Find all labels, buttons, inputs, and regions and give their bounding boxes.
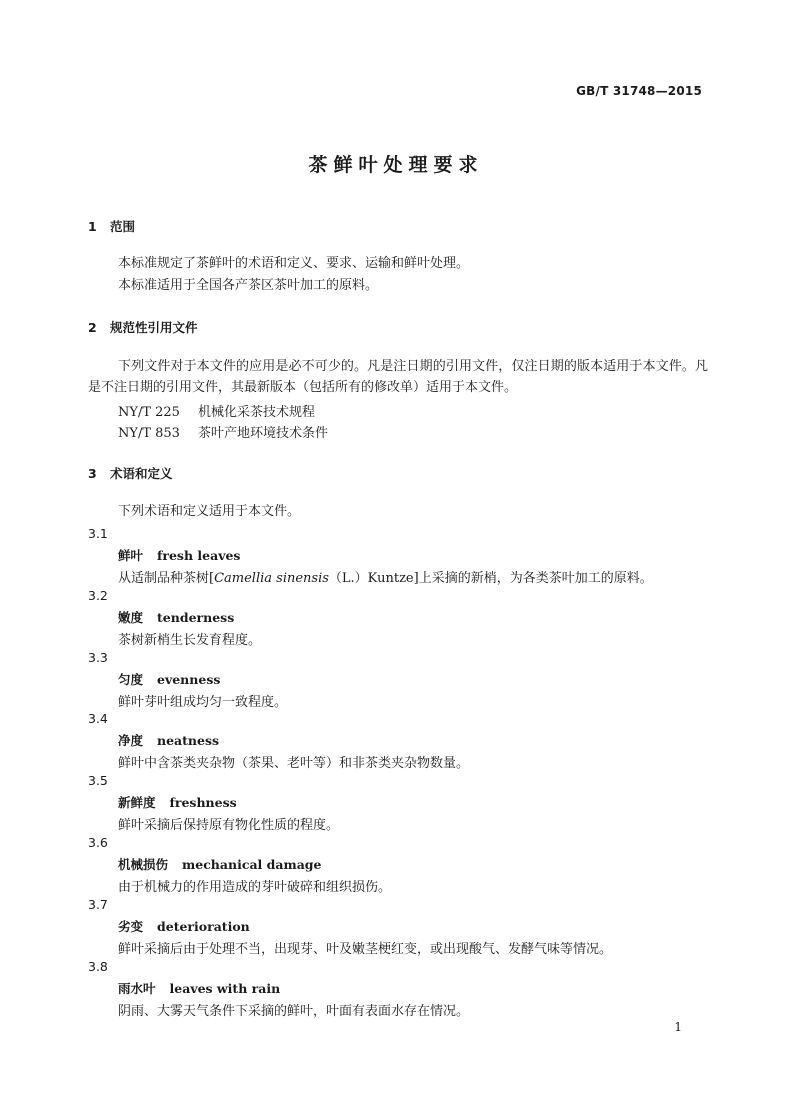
reference-item [118,422,328,441]
section-number: 1 [88,219,97,234]
reference-item [118,401,315,420]
term-en: neatness [157,733,220,748]
standard-code: GB/T 31748—2015 [576,84,702,98]
term-en: fresh leaves [157,548,241,563]
term-definition: 阴雨、大雾天气条件下采摘的鲜叶，叶面有表面水存在情况。 [118,1004,470,1019]
term-definition: 鲜叶中含茶类夹杂物（茶果、老叶等）和非茶类夹杂物数量。 [118,756,470,771]
term-en: tenderness [157,610,235,625]
term-zh: 雨水叶 [118,981,156,996]
normative-intro: 下列文件对于本文件的应用是必不可少的。凡是注日期的引用文件，仅注日期的版本适用于本文件。凡是不注日期的引用文件，其最新版本（包括所有的修改单）适用于本文件。 [88,359,708,395]
term-zh: 新鲜度 [118,795,156,810]
term-heading [118,917,250,935]
section-heading-scope [88,217,135,235]
term-number: 3.2 [88,588,108,603]
term-heading [118,793,237,811]
reference-code: NY/T 853 [118,426,180,441]
term-heading [118,731,219,749]
section-heading-terms [88,464,173,482]
section-heading-normative [88,318,198,336]
term-definition: 鲜叶采摘后由于处理不当，出现芽、叶及嫩茎梗红变，或出现酸气、发酵气味等情况。 [118,942,613,957]
term-en: freshness [169,795,237,810]
term-en: deterioration [157,919,250,934]
document-title: 茶鲜叶处理要求 [308,154,484,176]
term-number: 3.1 [88,526,108,541]
term-definition [118,567,653,586]
term-zh: 机械损伤 [118,857,169,872]
term-en: evenness [157,672,221,687]
reference-title: 机械化采茶技术规程 [198,405,316,420]
term-definition: 茶树新梢生长发育程度。 [118,633,262,648]
section-title: 术语和定义 [110,466,173,481]
term-number: 3.8 [88,959,108,974]
definition-text: （L.）Kuntze]上采摘的新梢，为各类茶叶加工的原料。 [328,571,653,586]
term-heading [118,670,220,688]
term-heading [118,546,240,564]
term-definition: 鲜叶芽叶组成均匀一致程度。 [118,695,288,710]
term-definition: 由于机械力的作用造成的芽叶破碎和组织损伤。 [118,880,392,895]
term-definition: 鲜叶采摘后保持原有物化性质的程度。 [118,818,340,833]
term-zh: 劣变 [118,919,144,934]
term-number: 3.4 [88,711,108,726]
reference-code: NY/T 225 [118,405,180,420]
term-en: mechanical damage [182,857,322,872]
section-title: 规范性引用文件 [110,320,198,335]
page-number: 1 [674,1020,682,1034]
definition-text: 从适制品种茶树[ [118,571,215,586]
term-heading [118,979,280,997]
term-heading [118,608,234,626]
term-number: 3.7 [88,897,108,912]
scope-paragraph-2: 本标准适用于全国各产茶区茶叶加工的原料。 [118,278,379,293]
terms-intro: 下列术语和定义适用于本文件。 [118,504,301,519]
section-title: 范围 [110,219,136,234]
term-heading [118,855,322,873]
scope-paragraph-1: 本标准规定了茶鲜叶的术语和定义、要求、运输和鲜叶处理。 [118,256,470,271]
term-number: 3.6 [88,835,108,850]
section-number: 2 [88,320,97,335]
term-number: 3.3 [88,650,108,665]
term-zh: 嫩度 [118,610,144,625]
section-number: 3 [88,466,97,481]
species-name: Camellia sinensis [214,571,329,586]
term-zh: 净度 [118,733,144,748]
term-en: leaves with rain [169,981,281,996]
term-zh: 鲜叶 [118,548,144,563]
reference-title: 茶叶产地环境技术条件 [198,426,329,441]
term-zh: 匀度 [118,672,144,687]
term-number: 3.5 [88,773,108,788]
